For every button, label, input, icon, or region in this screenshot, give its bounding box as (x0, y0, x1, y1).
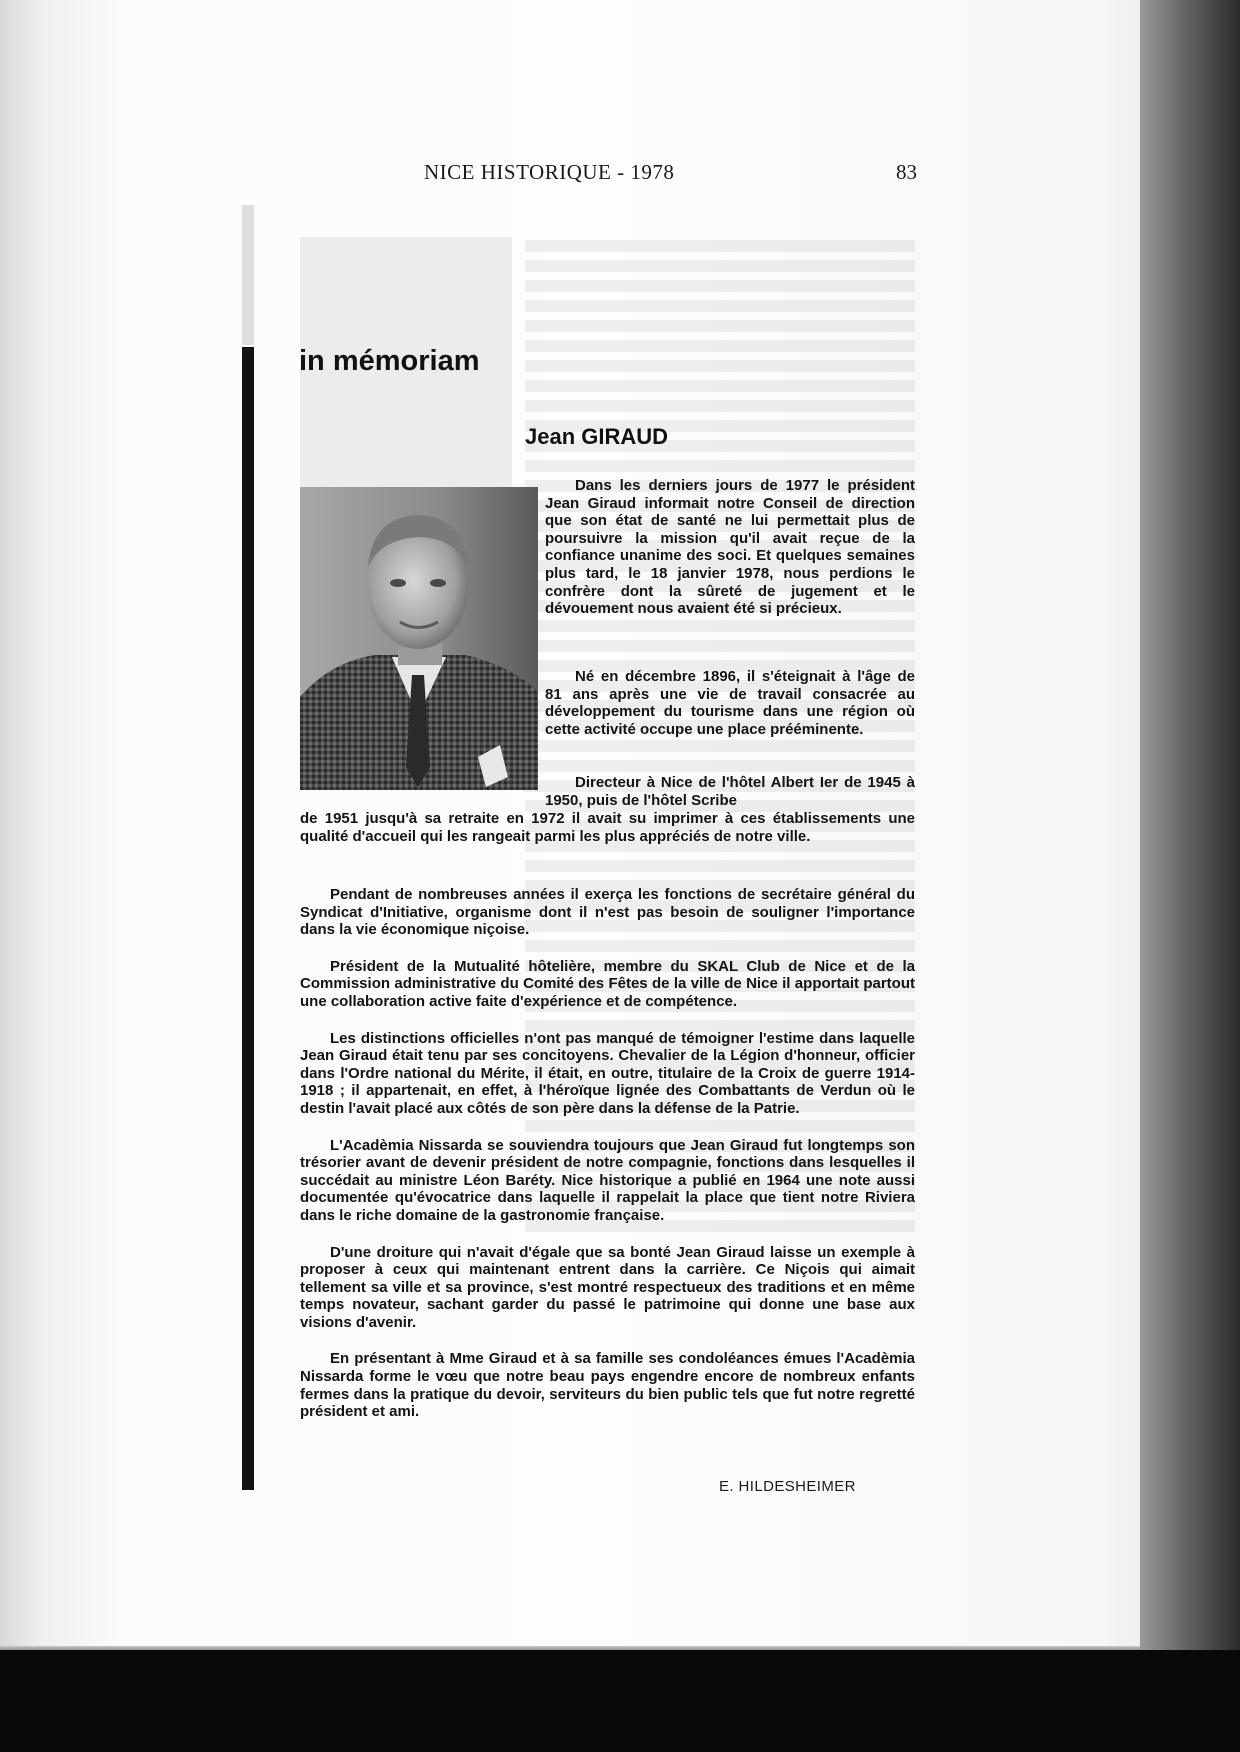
running-header (300, 160, 920, 190)
paragraph-6: Les distinctions officielles n'ont pas manqué de témoigner l'estime dans laquelle Jean Giraud était tenu par ses concitoyens. Chevalier de la Légion d'honneur, officier dans l'Ordre national du Mérite, il était, en outre, titulaire de la Croix de guerre 1914-1918 ; il appartenait, en effet, à l'héroïque lignée des Combattants de Verdun où le destin l'avait placé aux côtés de son père dans la défense de la Patrie. (300, 1029, 915, 1117)
paragraph-1-text: Dans les derniers jours de 1977 le président Jean Giraud informait notre Conseil de direction que son état de santé ne lui permettait plus de poursuivre la mission qu'il avait reçue de la confiance unanime des soci. Et quelques semaines plus tard, le 18 janvier 1978, nous perdions le confrère dont la sûreté de jugement et le dévouement nous avaient été si précieux. (545, 477, 915, 618)
paragraph-2 (545, 668, 915, 738)
author-signature: E. HILDESHEIMER (719, 1478, 856, 1495)
paragraph-8: D'une droiture qui n'avait d'égale que sa bonté Jean Giraud laisse un exemple à proposer à ceux qui maintenant entrent dans la carrière. Ce Niçois qui aimait tellement sa ville et sa province, s'est montré respectueux des traditions et en même temps novateur, sachant garder du passé le patrimoine qui donne une base aux visions d'avenir. (300, 1243, 915, 1331)
journal-title: NICE HISTORIQUE - 1978 (424, 160, 675, 184)
paragraph-9: En présentant à Mme Giraud et à sa famille ses condoléances émues l'Acadèmia Nissarda forme le vœu que notre beau pays engendre encore de nombreux enfants fermes dans la pratique du devoir, serviteurs du bien public tels que fut notre regretté président et ami. (300, 1350, 915, 1421)
margin-rule (242, 347, 254, 1490)
paragraph-3-start (545, 774, 915, 809)
paragraph-4: Pendant de nombreuses années il exerça les fonctions de secrétaire général du Syndicat d'Initiative, organisme dont il n'est pas besoin de souligner l'importance dans la vie économique niçoise. (300, 886, 915, 939)
margin-rule-light (242, 205, 254, 345)
paragraph-2-text: Né en décembre 1896, il s'éteignait à l'âge de 81 ans après une vie de travail consacrée au développement du tourisme dans une région où cette activité occupe une place prééminente. (545, 668, 915, 738)
paragraph-7: L'Acadèmia Nissarda se souviendra toujours que Jean Giraud fut longtemps son trésorier avant de devenir président de notre compagnie, fonctions dans lesquelles il succédait au ministre Léon Baréty. Nice historique a publié en 1964 une note aussi documentée qu'évocatrice dans laquelle il rappelait la place que tient notre Riviera dans le riche domaine de la gastronomie française. (300, 1136, 915, 1224)
paragraph-3-start-text: Directeur à Nice de l'hôtel Albert Ier de 1945 à 1950, puis de l'hôtel Scribe (545, 774, 915, 809)
paragraph-5: Président de la Mutualité hôtelière, membre du SKAL Club de Nice et de la Commission administrative du Comité des Fêtes de la ville de Nice il apportait partout une collaboration active faite d'expérience et de compétence. (300, 957, 915, 1010)
portrait-photo-icon (300, 487, 538, 790)
article-body (300, 886, 915, 1440)
paragraph-3-end (300, 810, 915, 845)
paragraph-3-end-text: de 1951 jusqu'à sa retraite en 1972 il avait su imprimer à ces établissements une qualité d'accueil qui les rangeait parmi les plus appréciés de notre ville. (300, 810, 915, 845)
scan-background (0, 1650, 1240, 1752)
section-heading: in mémoriam (299, 345, 480, 377)
page-right-edge (1140, 0, 1240, 1650)
subject-name: Jean GIRAUD (525, 424, 669, 449)
page-number: 83 (896, 160, 917, 184)
paragraph-1 (545, 477, 915, 618)
